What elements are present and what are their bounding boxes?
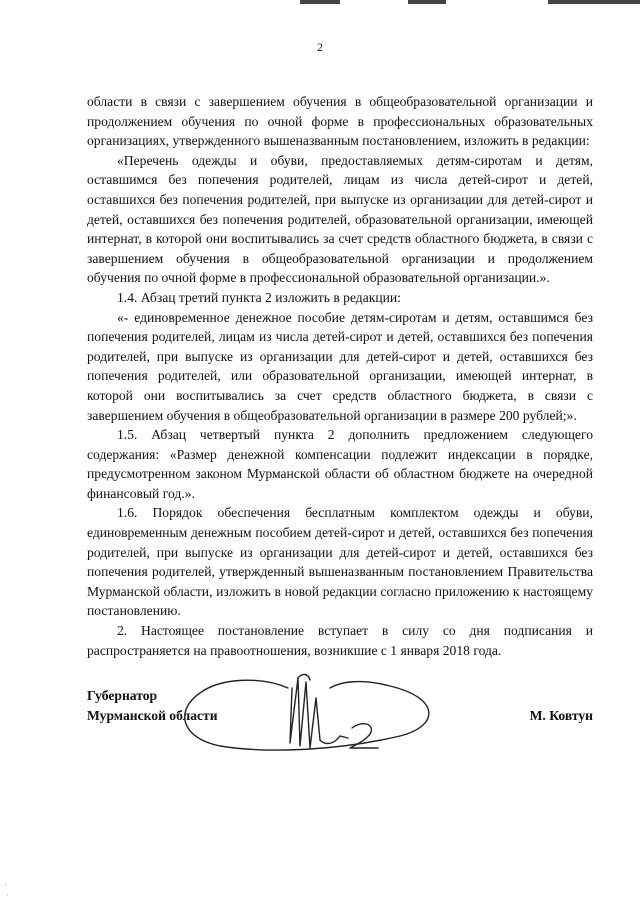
paragraph: 2. Настоящее постановление вступает в силу со дня подписания и распространяется на правоотношения, возникшие с 1 января 2018 года. <box>87 623 593 658</box>
scan-edge-mark <box>548 0 640 4</box>
paragraph: области в связи с завершением обучения в общеобразовательной организации и продолжением обучения по очной форме в профессиональных образовательных организациях, утвержденного вышеназванным постановлением, изложить в редакции: <box>87 94 593 149</box>
page-number: 2 <box>317 40 323 54</box>
paragraph: «Перечень одежды и обуви, предоставляемых детям-сиротам и детям, оставшимся без попечения родителей, лицам из числа детей-сирот и детей, оставшихся без попечения родителей, при выпуске из организации для детей-сирот и детей, оставшихся без попечения родителей, образовательной организации, имеющей интернат, в которой они воспитывались за счет средств областного бюджета, в связи с завершением обучения в общеобразовательной организации и продолжением обучения по очной форме в профессиональной образовательной организации.». <box>87 152 593 286</box>
signatory-name: М. Ковтун <box>529 707 593 723</box>
document-body <box>87 92 593 660</box>
signatory-position: Губернатор <box>87 688 158 703</box>
scan-corner-mark: · <box>6 890 9 900</box>
paragraph: 1.5. Абзац четвертый пункта 2 дополнить предложением следующего содержания: «Размер денежной компенсации подлежит индексации в порядке, предусмотренном законом Мурманской области об областном бюджете на очередной финансовый год.». <box>87 427 593 501</box>
scan-edge-mark <box>300 0 340 4</box>
signatory-region: Мурманской области <box>87 707 218 723</box>
paragraph: «- единовременное денежное пособие детям-сиротам и детям, оставшимся без попечения родителей, лицам из числа детей-сирот и детей, оставшихся без попечения родителей, при выпуске из организации для детей-сирот и детей, оставшихся без попечения родителей, или образовательной организации, имеющей интернат, в которой они воспитывались за счет средств областного бюджета, в связи с завершением обучения в общеобразовательной организации в размере 200 рублей;». <box>87 309 593 423</box>
paragraph: 1.4. Абзац третий пункта 2 изложить в редакции: <box>117 289 401 305</box>
scan-corner-mark: · <box>4 880 7 890</box>
handwritten-signature <box>140 668 450 758</box>
paragraph: 1.6. Порядок обеспечения бесплатным комплектом одежды и обуви, единовременным денежным пособием детей-сирот и детей, оставшихся без попечения родителей, при выпуске из организации для детей-сирот и детей, оставшихся без попечения родителей, утвержденный вышеназванным постановлением Правительства Мурманской области, изложить в новой редакции согласно приложению к настоящему постановлению. <box>87 505 593 619</box>
scan-edge-mark <box>408 0 446 4</box>
